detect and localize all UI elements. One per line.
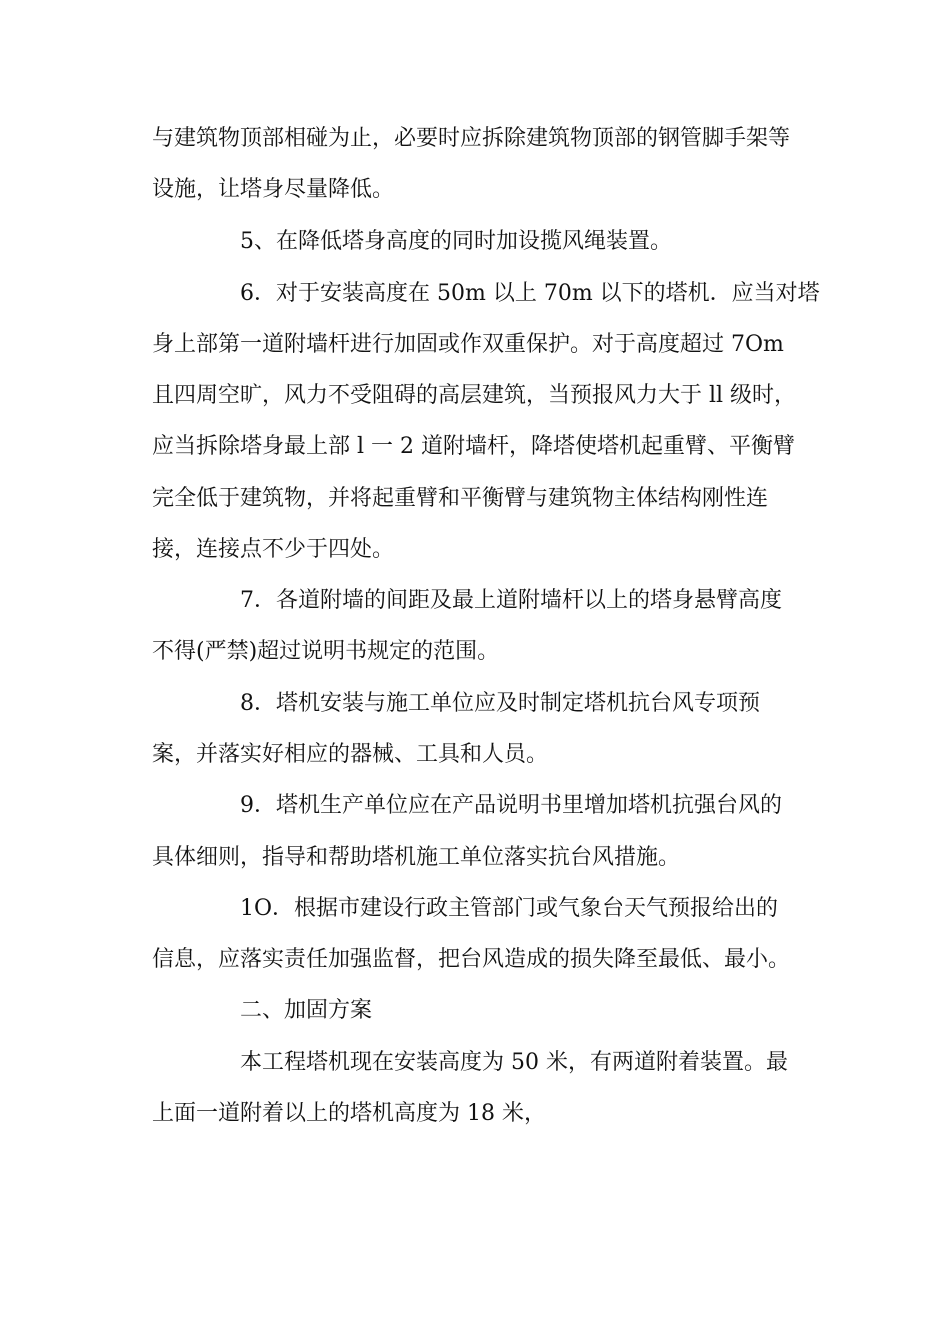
text-line: 案，并落实好相应的器械、工具和人员。 [152,742,549,767]
text-line: 接，连接点不少于四处。 [152,537,395,562]
text-line: 设施，让塔身尽量降低。 [152,177,395,202]
text-line: 应当拆除塔身最上部 l 一 2 道附墙杆，降塔使塔机起重臂、平衡臂 [152,434,796,459]
text-line: 信息，应落实责任加强监督，把台风造成的损失降至最低、最小。 [152,947,791,972]
text-line: 上面一道附着以上的塔机高度为 18 米， [152,1101,546,1126]
paragraph-item-7: 7．各道附墙的间距及最上道附墙杆以上的塔身悬臂高度 [240,588,782,613]
paragraph-item-10: 1O．根据市建设行政主管部门或气象台天气预报给出的 [240,896,779,921]
text-line: 身上部第一道附墙杆进行加固或作双重保护。对于高度超过 7Om [152,332,784,357]
paragraph-item-6: 6．对于安装高度在 50m 以上 70m 以下的塔机．应当对塔 [240,281,820,306]
text-line: 完全低于建筑物，并将起重臂和平衡臂与建筑物主体结构刚性连 [152,486,769,511]
paragraph-start: 本工程塔机现在安装高度为 50 米，有两道附着装置。最 [240,1050,788,1075]
text-line: 与建筑物顶部相碰为止，必要时应拆除建筑物顶部的钢管脚手架等 [152,126,791,151]
text-line: 且四周空旷，风力不受阻碍的高层建筑，当预报风力大于 ll 级时， [152,383,797,408]
section-heading: 二、加固方案 [240,998,373,1023]
paragraph-item-5: 5、在降低塔身高度的同时加设揽风绳装置。 [240,229,672,254]
text-line: 不得(严禁)超过说明书规定的范围。 [152,639,500,664]
paragraph-item-8: 8．塔机安装与施工单位应及时制定塔机抗台风专项预 [240,691,760,716]
paragraph-item-9: 9．塔机生产单位应在产品说明书里增加塔机抗强台风的 [240,793,782,818]
text-line: 具体细则，指导和帮助塔机施工单位落实抗台风措施。 [152,845,681,870]
